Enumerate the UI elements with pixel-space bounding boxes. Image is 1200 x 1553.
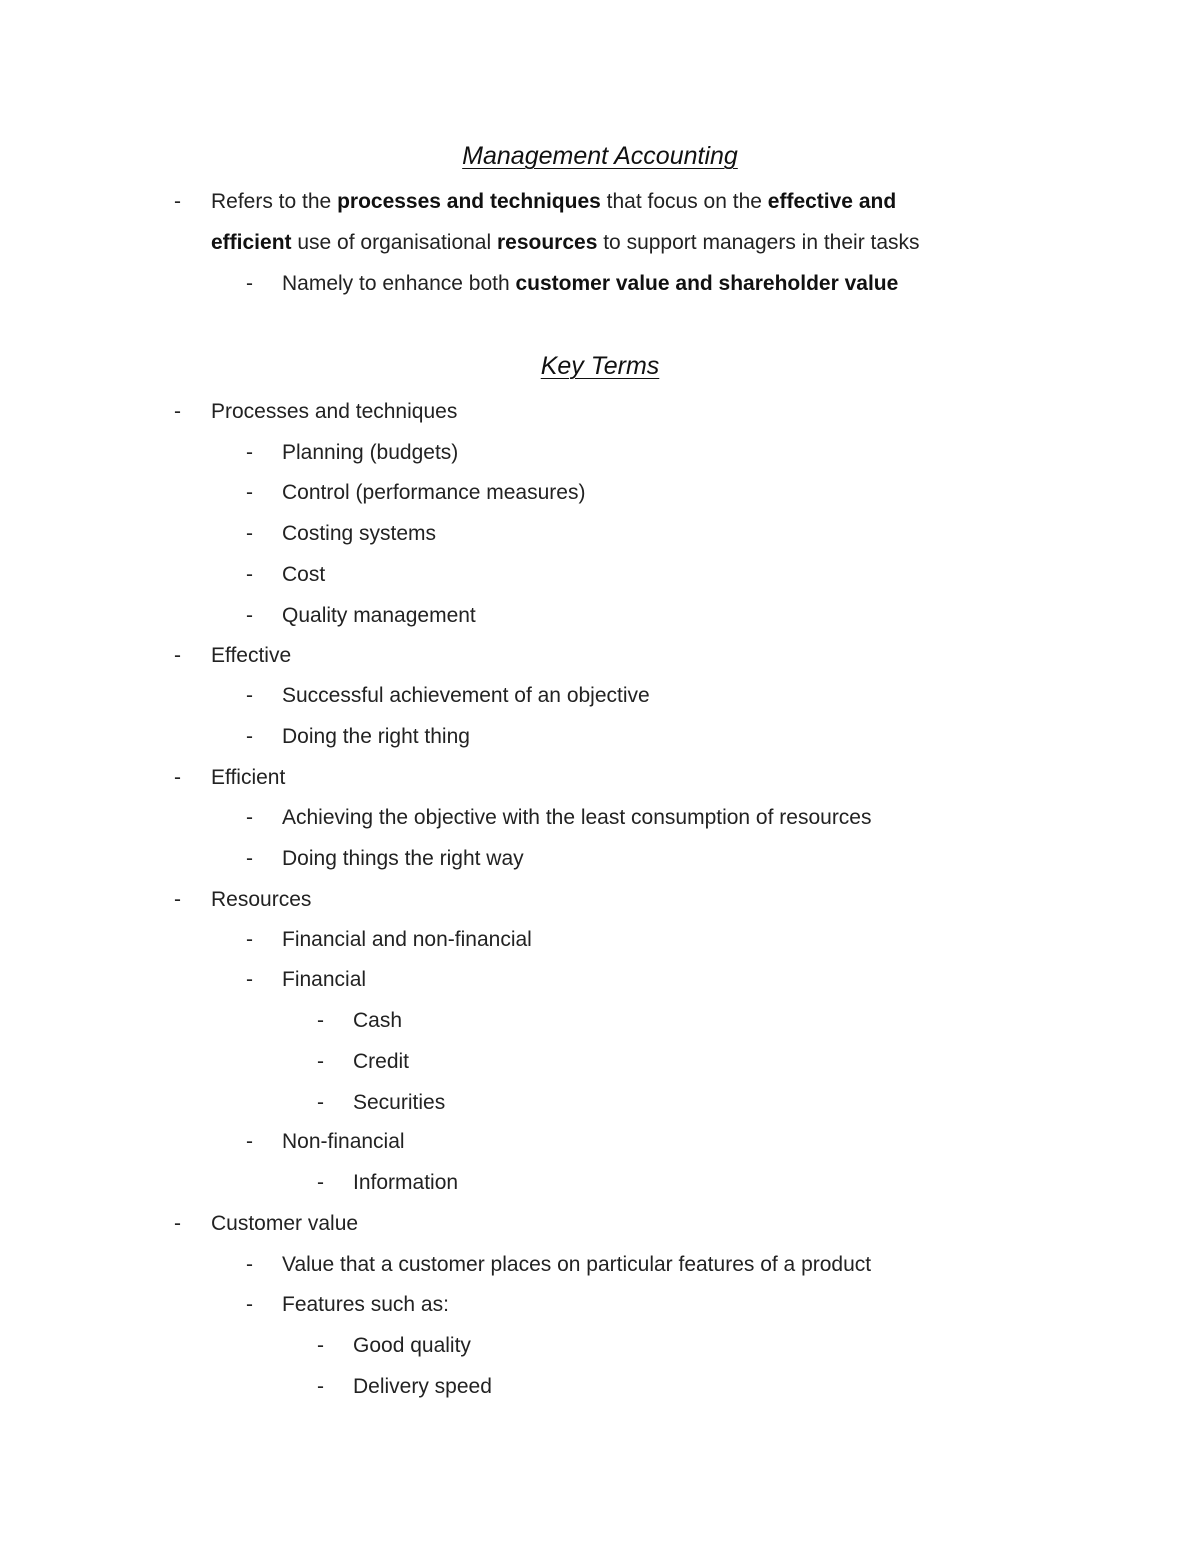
intro-sub-item (246, 271, 899, 297)
bullet-dash: - (246, 272, 253, 295)
item-text: Good quality (353, 1334, 471, 1357)
intro-line-1 (174, 189, 897, 215)
bold-term: customer value and shareholder value (515, 272, 899, 295)
term-efficient (174, 765, 286, 791)
bullet-dash: - (246, 604, 253, 627)
item-text: Doing things the right way (282, 847, 524, 870)
list-item (317, 1049, 410, 1075)
term-effective (174, 643, 292, 669)
list-item (317, 1333, 471, 1359)
item-text: Costing systems (282, 522, 437, 545)
list-item (246, 683, 650, 709)
bullet-dash: - (246, 481, 253, 504)
list-item (246, 805, 872, 831)
list-item (246, 1252, 872, 1278)
bullet-dash: - (174, 400, 181, 423)
text-run: Refers to the (211, 190, 338, 213)
bullet-dash: - (174, 888, 181, 911)
item-text: Financial (282, 968, 367, 991)
item-text: Value that a customer places on particular features of a product (282, 1253, 872, 1276)
list-item (246, 603, 476, 629)
item-text: Successful achievement of an objective (282, 684, 650, 707)
text-run: to support managers in their tasks (597, 231, 920, 254)
bullet-dash: - (246, 1293, 253, 1316)
list-item (246, 846, 524, 872)
list-item (317, 1170, 459, 1196)
bullet-dash: - (246, 928, 253, 951)
list-item (246, 1129, 405, 1155)
list-item (246, 480, 586, 506)
bold-term: processes and techniques (337, 190, 601, 213)
list-item (246, 1292, 449, 1318)
list-item (246, 967, 367, 993)
term-label: Effective (211, 644, 292, 667)
text-run: Namely to enhance both (282, 272, 516, 295)
item-text: Features such as: (282, 1293, 449, 1316)
bullet-dash: - (246, 1130, 253, 1153)
item-text: Delivery speed (353, 1375, 492, 1398)
text-run: use of organisational (291, 231, 497, 254)
intro-line-2 (211, 230, 920, 256)
bold-term: effective and (767, 190, 897, 213)
bullet-dash: - (317, 1009, 324, 1032)
bullet-dash: - (246, 847, 253, 870)
list-item (246, 521, 437, 547)
bullet-dash: - (246, 1253, 253, 1276)
term-label: Processes and techniques (211, 400, 458, 423)
item-text: Quality management (282, 604, 476, 627)
bold-term: resources (496, 231, 598, 254)
term-customer-value (174, 1211, 359, 1237)
bullet-dash: - (317, 1334, 324, 1357)
bullet-dash: - (174, 644, 181, 667)
bullet-dash: - (246, 806, 253, 829)
list-item (246, 927, 532, 953)
bullet-dash: - (317, 1171, 324, 1194)
text-run: that focus on the (600, 190, 768, 213)
item-text: Cost (282, 563, 326, 586)
list-item (246, 562, 326, 588)
item-text: Cash (353, 1009, 403, 1032)
item-text: Achieving the objective with the least consumption of resources (282, 806, 872, 829)
list-item (317, 1008, 403, 1034)
item-text: Credit (353, 1050, 410, 1073)
term-processes (174, 399, 458, 425)
term-label: Resources (211, 888, 312, 911)
bullet-dash: - (246, 725, 253, 748)
bullet-dash: - (246, 522, 253, 545)
list-item (246, 724, 470, 750)
bullet-dash: - (246, 968, 253, 991)
section-title: Key Terms (540, 352, 660, 380)
term-resources (174, 887, 312, 913)
bullet-dash: - (317, 1375, 324, 1398)
bullet-dash: - (246, 563, 253, 586)
item-text: Securities (353, 1091, 446, 1114)
bullet-dash: - (174, 190, 181, 213)
term-label: Customer value (211, 1212, 359, 1235)
item-text: Information (353, 1171, 459, 1194)
bold-term: efficient (211, 231, 292, 254)
list-item (246, 440, 459, 466)
item-text: Planning (budgets) (282, 441, 459, 464)
bullet-dash: - (246, 441, 253, 464)
list-item (317, 1374, 492, 1400)
term-label: Efficient (211, 766, 286, 789)
item-text: Doing the right thing (282, 725, 470, 748)
item-text: Non-financial (282, 1130, 405, 1153)
bullet-dash: - (174, 766, 181, 789)
bullet-dash: - (246, 684, 253, 707)
bullet-dash: - (174, 1212, 181, 1235)
item-text: Control (performance measures) (282, 481, 586, 504)
bullet-dash: - (317, 1091, 324, 1114)
list-item (317, 1090, 446, 1116)
item-text: Financial and non-financial (282, 928, 532, 951)
bullet-dash: - (317, 1050, 324, 1073)
page-title: Management Accounting (462, 142, 738, 170)
